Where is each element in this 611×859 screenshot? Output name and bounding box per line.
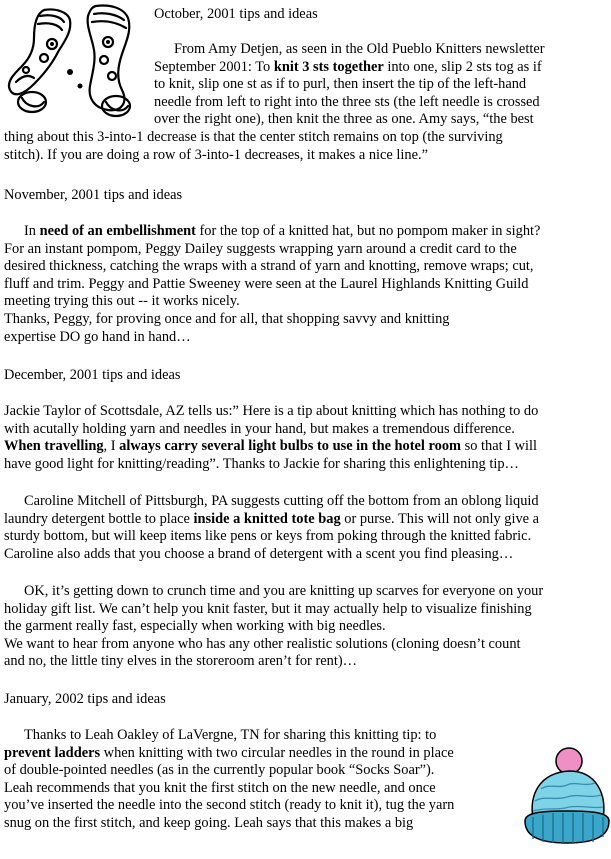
text-line: When travelling, I always carry several light bulbs to use in the hotel room so that I will bbox=[4, 438, 537, 455]
text-line: over the right one), then knit the three as one. Amy says, “the best bbox=[154, 111, 534, 128]
text-line: the garment really fast, especially when working with big needles. bbox=[4, 618, 386, 635]
january-tip bbox=[4, 727, 607, 833]
text-line: laundry detergent bottle to place inside a knitted tote bag or purse. This will not only give a bbox=[4, 510, 540, 527]
text-line: From Amy Detjen, as seen in the Old Pueblo Knitters newsletter bbox=[174, 41, 545, 57]
text-line: stitch). If you are doing a row of 3-into-1 decreases, it makes a nice line.” bbox=[4, 146, 428, 163]
text-line: of double-pointed needles (as in the currently popular book “Socks Soar”). bbox=[4, 762, 435, 779]
january-heading: January, 2002 tips and ideas bbox=[4, 691, 166, 707]
emphasis: inside a knitted tote bag bbox=[193, 510, 341, 527]
text-line: meeting trying this out -- it works nicely. bbox=[4, 293, 240, 310]
text-line: you’ve inserted the needle into the second stitch (ready to knit it), tug the yarn bbox=[4, 797, 455, 814]
november-heading: November, 2001 tips and ideas bbox=[4, 187, 183, 203]
text-line: and no, the little tiny elves in the storeroom aren’t for rent)… bbox=[4, 653, 358, 670]
emphasis: When travelling bbox=[4, 438, 104, 455]
text-line: fluff and trim. Peggy and Pattie Sweeney were seen at the Laurel Highlands Knitting Guild bbox=[4, 275, 529, 292]
text-line: Caroline also adds that you choose a brand of detergent with a scent you find pleasing… bbox=[4, 545, 514, 562]
text-line: Thanks, Peggy, for proving once and for all, that shopping savvy and knitting bbox=[4, 310, 450, 327]
text-line: sturdy bottom, but will keep items like pens or keys from poking through the knitted fabric. bbox=[4, 528, 532, 545]
text-line: prevent ladders when knitting with two circular needles in the round in place bbox=[4, 744, 454, 761]
october-tip bbox=[4, 41, 607, 164]
emphasis: prevent ladders bbox=[4, 744, 101, 761]
text-line: to knit, slip one st as if to purl, then insert the tip of the left-hand bbox=[154, 76, 527, 93]
text-line: Leah recommends that you knit the first stitch on the new needle, and once bbox=[4, 779, 436, 796]
text-line: OK, it’s getting down to crunch time and you are knitting up scarves for everyone on your bbox=[24, 583, 544, 599]
text-line: snug on the first stitch, and keep going. Leah says that this makes a big bbox=[4, 814, 414, 831]
text-line: September 2001: To knit 3 sts together into one, slip 2 sts tog as if bbox=[154, 58, 542, 75]
text-line: We want to hear from anyone who has any other realistic solutions (cloning doesn’t count bbox=[4, 635, 521, 652]
text-line: Jackie Taylor of Scottsdale, AZ tells us:” Here is a tip about knitting which has nothing to do bbox=[4, 403, 539, 419]
december-tip-1 bbox=[4, 403, 607, 473]
text-line: holiday gift list. We can’t help you knit faster, but it may actually help to visualize finishing bbox=[4, 600, 532, 617]
text-line: Thanks to Leah Oakley of LaVergne, TN for sharing this knitting tip: to bbox=[24, 727, 437, 743]
text-line: needle from left to right into the three sts (the left needle is crossed bbox=[154, 93, 540, 110]
text-line: Caroline Mitchell of Pittsburgh, PA suggests cutting off the bottom from an oblong liquid bbox=[24, 493, 539, 509]
knit-hat-icon bbox=[519, 745, 611, 851]
emphasis: always carry several light bulbs to use in the hotel room bbox=[119, 438, 462, 455]
text-line: In need of an embellishment for the top of a knitted hat, but no pompom maker in sight? bbox=[24, 223, 541, 239]
text-line: For an instant pompom, Peggy Dailey suggests wrapping yarn around a credit card to the bbox=[4, 240, 517, 257]
emphasis: knit 3 sts together bbox=[273, 58, 384, 75]
december-heading: December, 2001 tips and ideas bbox=[4, 367, 181, 383]
text-line: with acutally holding yarn and needles in your hand, but makes a tremendous difference. bbox=[4, 420, 515, 437]
december-tip-3 bbox=[4, 583, 607, 671]
text-line: have good light for knitting/reading”. Thanks to Jackie for sharing this enlightening tip… bbox=[4, 455, 519, 472]
november-tip bbox=[4, 223, 607, 346]
emphasis: need of an embellishment bbox=[39, 223, 196, 239]
text-line: thing about this 3-into-1 decrease is that the center stitch remains on top (the surviving bbox=[4, 128, 503, 145]
october-heading: October, 2001 tips and ideas bbox=[154, 6, 318, 22]
text-line: desired thickness, catching the wraps with a strand of yarn and knotting, remove wraps; cut, bbox=[4, 258, 534, 275]
text-line: expertise DO go hand in hand… bbox=[4, 328, 191, 345]
december-tip-2 bbox=[4, 493, 607, 563]
